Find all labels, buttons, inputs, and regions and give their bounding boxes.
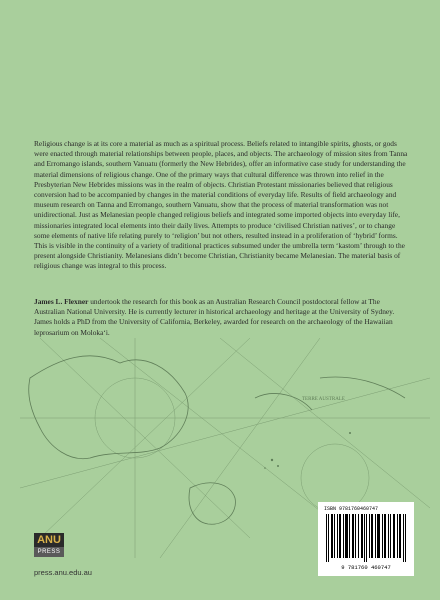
blurb-text: Religious change is at its core a material as much as a spiritual process. Beliefs related to intangible spirits, ghosts, or gods were enacted through material relationships between people, places, and objects. The archaeology of mission sites from Tanna and Erromango islands, southern Vanuatu (formerly the New Hebrides), offer an informative case study for understanding the material dimensions of religious change. One of the primary ways that cultural difference was thrown into relief in the Presbyterian New Hebrides missions was in the realm of objects. Christian Protestant missionaries believed that religious conversion had to be accompanied by changes in the material conditions of everyday life. Results of field archaeology and museum research on Tanna and Erromango, southern Vanuatu, show that the process of material transformation was not unidirectional. Just as Melanesian people changed religious beliefs and integrated some imported objects into everyday life, missionaries integrated local elements into their daily lives. Attempts to produce ‘civilised Christian natives’, or to change some elements of native life relating purely to ‘religion’ but not others, resulted instead in a proliferation of ‘hybrid’ forms. This is visible in the continuity of a variety of traditional practices subsumed under the umbrella term ‘kastom’ through to the present alongside Christianity. Melanesians didn’t become Christian, Christianity became Melanesian. The material basis of religious change was integral to this process. bbox=[34, 139, 408, 271]
isbn-barcode bbox=[318, 502, 414, 576]
back-cover-blurb bbox=[34, 139, 411, 272]
author-name: James L. Flexner bbox=[34, 297, 89, 306]
barcode-bars bbox=[326, 514, 406, 562]
logo-text-top: ANU bbox=[34, 533, 64, 547]
barcode-digits: 9 781760 460747 bbox=[341, 564, 391, 571]
anu-press-logo bbox=[34, 533, 64, 559]
publisher-url[interactable]: press.anu.edu.au bbox=[34, 568, 92, 577]
logo-text-bottom: PRESS bbox=[34, 547, 64, 557]
author-bio-text: undertook the research for this book as an Australian Research Council postdoctoral fellow at The Australian National University. He is currently lecturer in historical archaeology and heritage at the University of Sydney. James holds a PhD from the University of California, Berkeley, awarded for research on the archaeology of the Hawaiian leprosarium on Moloka‘i. bbox=[34, 297, 395, 337]
map-label: TERRE AUSTRALE bbox=[302, 397, 345, 402]
author-bio bbox=[34, 297, 411, 338]
isbn-label: ISBN 9781760460747 bbox=[324, 506, 379, 512]
